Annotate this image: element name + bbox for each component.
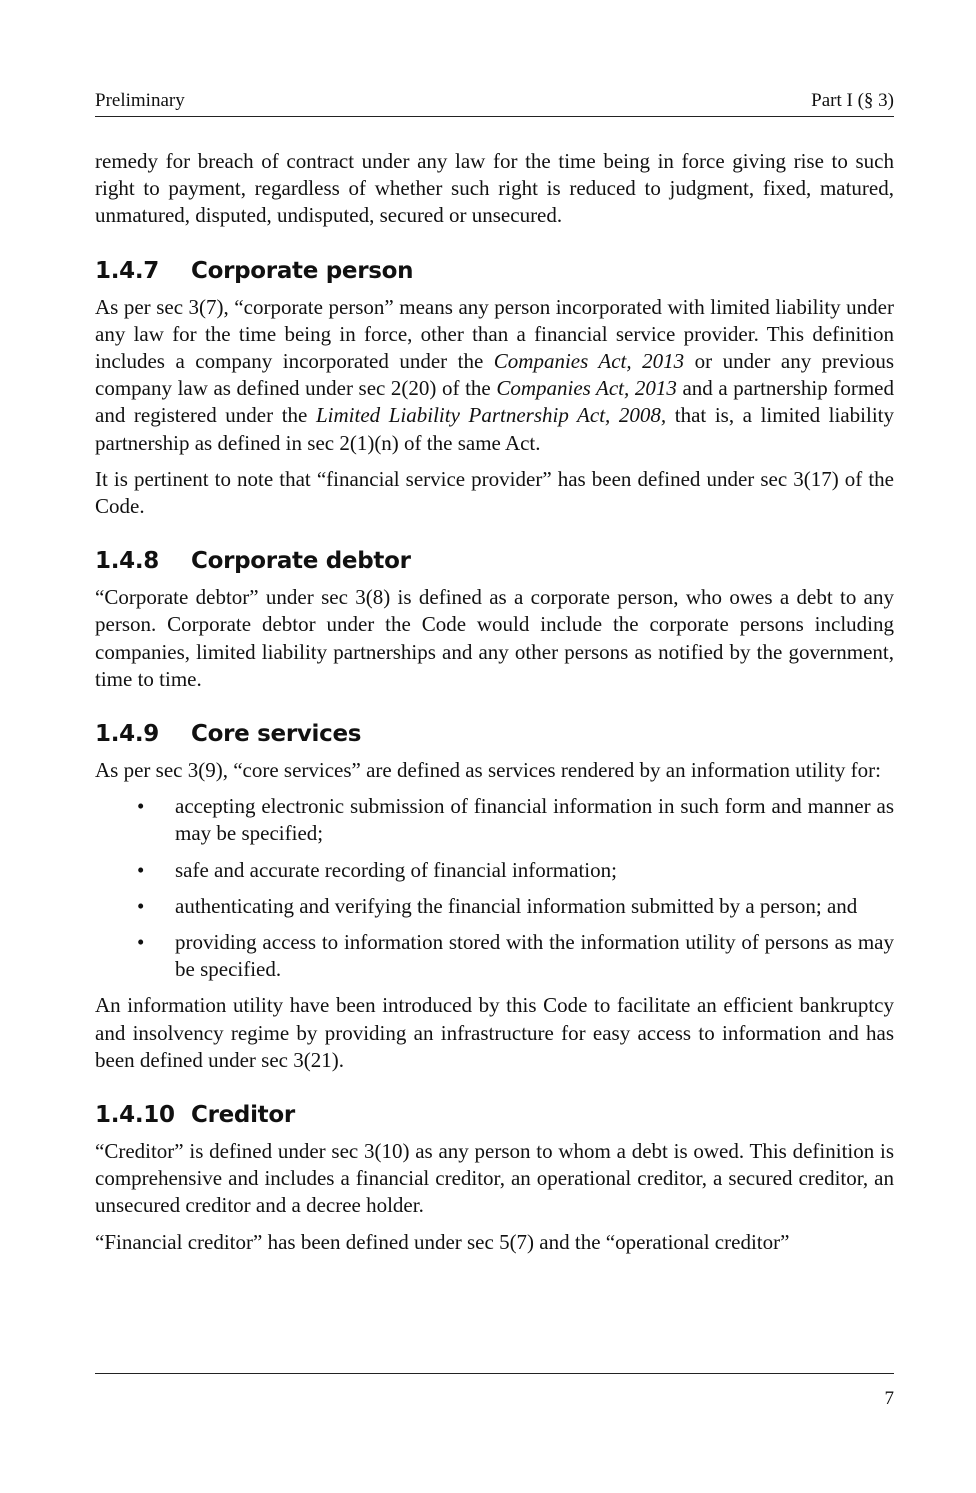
section-heading-corporate-person [95,256,894,286]
continued-paragraph: remedy for breach of contract under any law for the time being in force giving rise to such right to payment, regardless of whether such right is reduced to judgment, fixed, matured, unmatured, disputed, undisputed, secured or unsecured. [95,149,894,228]
section-number: 1.4.10 [95,1102,175,1129]
footer-divider [95,1373,894,1374]
list-item-text: safe and accurate recording of financial information; [175,857,617,882]
italic-act-title: Companies Act, 2013 [493,349,685,374]
financial-service-provider-paragraph: It is pertinent to note that “financial service provider” has been defined under sec 3(17) of the Code. [95,466,894,519]
text-run: and a partnership formed and registered under the [95,376,894,428]
page-body [95,148,894,1265]
section-title: Corporate person [191,257,414,284]
section-number: 1.4.7 [95,257,159,284]
section-title: Corporate debtor [191,548,411,575]
section-heading-core-services [95,719,894,749]
section-heading-corporate-debtor [95,546,894,576]
text-run: As per sec 3(7), “corporate person” means any person incorporated with limited liability under any law for the time being in force, other than a financial service provider. This definition includes a company incorporated under the [95,294,894,374]
creditor-paragraph: “Creditor” is defined under sec 3(10) as any person to whom a debt is owed. This definition is comprehensive and includes a financial creditor, an operational creditor, a secured creditor, an unsecured creditor and a decree holder. [95,1139,894,1218]
header-chapter-title: Preliminary [95,90,185,111]
bullet-icon: • [137,857,145,882]
corporate-debtor-paragraph: “Corporate debtor” under sec 3(8) is defined as a corporate person, who owes a debt to any person. Corporate debtor under the Code would include the corporate persons including companies, limited liability partnerships and any other persons as notified by the government, time to time. [95,585,894,691]
bullet-icon: • [137,930,145,955]
bullet-icon: • [137,893,145,918]
information-utility-paragraph: An information utility have been introduced by this Code to facilitate an efficient bankruptcy and insolvency regime by providing an infrastructure for easy access to information and has been defined under sec 3(21). [95,993,894,1072]
page-number: 7 [884,1388,894,1409]
financial-creditor-paragraph: “Financial creditor” has been defined under sec 5(7) and the “operational creditor” [95,1229,790,1254]
list-item-text: providing access to information stored with the information utility of persons as may be specified. [175,930,894,982]
section-title: Creditor [191,1102,295,1129]
italic-act-title: Limited Liability Partnership Act, 2008, [315,403,667,428]
list-item-text: accepting electronic submission of financial information in such form and manner as may be specified; [175,794,894,846]
section-title: Core services [191,721,362,748]
text-run: that is, a limited liability partnership as defined in sec 2(1)(n) of the same Act. [95,403,895,455]
list-item [95,793,894,847]
core-services-intro-paragraph: As per sec 3(9), “core services” are defined as services rendered by an information utility for: [95,758,882,783]
core-services-list [95,793,894,983]
bullet-icon: • [137,794,145,819]
corporate-person-paragraph [95,294,894,457]
list-item-text: authenticating and verifying the financial information submitted by a person; and [175,893,858,918]
section-number: 1.4.8 [95,548,159,575]
section-number: 1.4.9 [95,721,159,748]
section-heading-creditor [95,1100,894,1130]
list-item [95,929,894,983]
list-item [95,893,894,920]
list-item [95,857,894,884]
running-header [95,88,894,117]
text-run: or under any previous company law as defined under sec 2(20) of the [95,349,894,401]
header-part-reference: Part I (§ 3) [811,90,894,111]
italic-act-title: Companies Act, 2013 [496,376,677,401]
